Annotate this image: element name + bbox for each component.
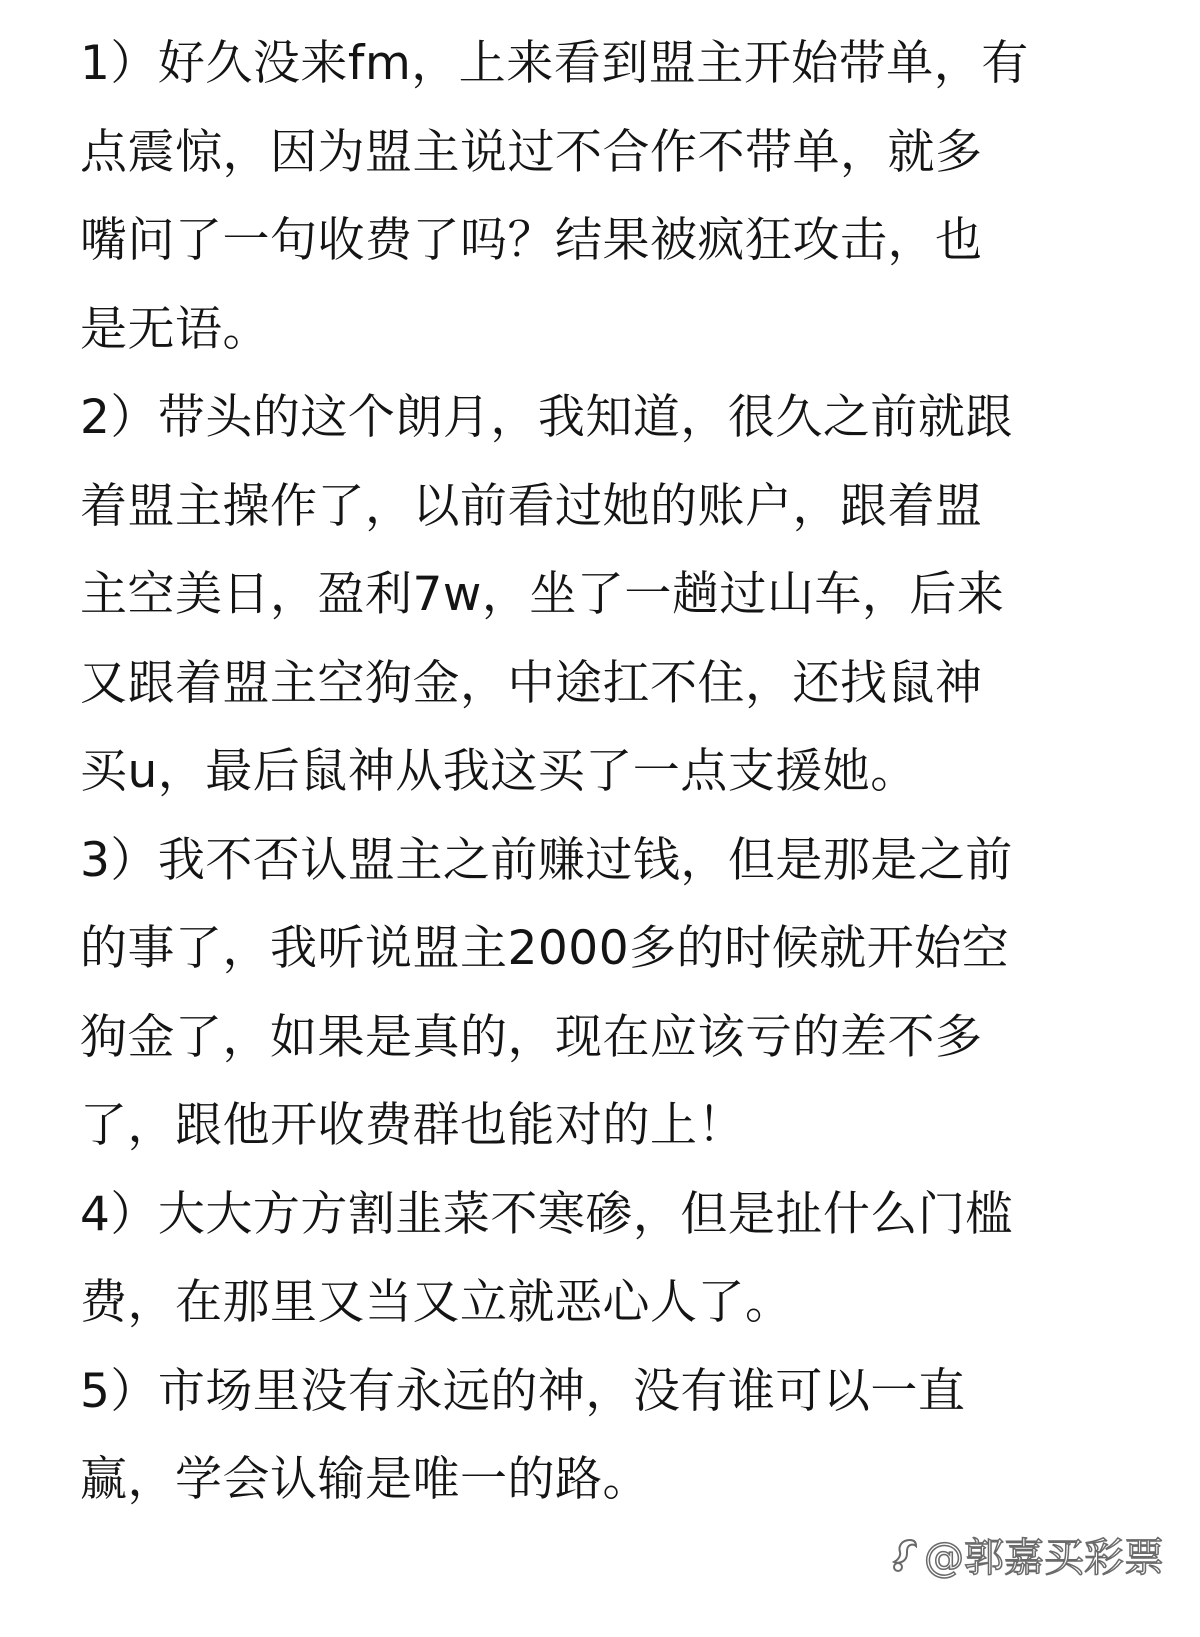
text-line: 嘴问了一句收费了吗？结果被疯狂攻击，也 [80,213,983,268]
text-line: 又跟着盟主空狗金，中途扛不住，还找鼠神 [80,655,983,711]
text-line: 5）市场里没有永远的神，没有谁可以一直 [80,1363,966,1419]
text-line: 费，在那里又当又立就恶心人了。 [80,1275,793,1330]
watermark [888,1522,1164,1586]
text-line: 了，跟他开收费群也能对的上！ [80,1098,745,1153]
text-line: 2）带头的这个朗月，我知道，很久之前就跟 [80,390,1013,445]
text-line: 买u，最后鼠神从我这买了一点支援她。 [80,744,918,799]
text-line: 赢，学会认输是唯一的路。 [80,1452,650,1507]
weibo-logo-icon [888,1534,920,1574]
paragraph-1 [80,20,1180,374]
post-content [80,20,1180,1525]
text-line: 3）我不否认盟主之前赚过钱，但是那是之前 [80,832,1013,888]
paragraph-3 [80,817,1180,1171]
paragraph-4 [80,1171,1180,1348]
paragraph-2 [80,374,1180,817]
text-line: 4）大大方方割韭菜不寒碜，但是扯什么门槛 [80,1186,1013,1242]
watermark-text: @郭嘉买彩票 [924,1534,1164,1581]
text-line: 点震惊，因为盟主说过不合作不带单，就多 [80,124,983,180]
text-line: 的事了，我听说盟主2000多的时候就开始空 [80,921,1010,976]
text-line: 是无语。 [80,301,270,357]
text-line: 主空美日，盈利7w，坐了一趟过山车，后来 [80,567,1005,622]
text-line: 着盟主操作了，以前看过她的账户，跟着盟 [80,478,983,534]
text-line: 1）好久没来fm，上来看到盟主开始带单，有 [80,36,1029,91]
text-line: 狗金了，如果是真的，现在应该亏的差不多 [80,1009,983,1065]
paragraph-5 [80,1348,1180,1525]
